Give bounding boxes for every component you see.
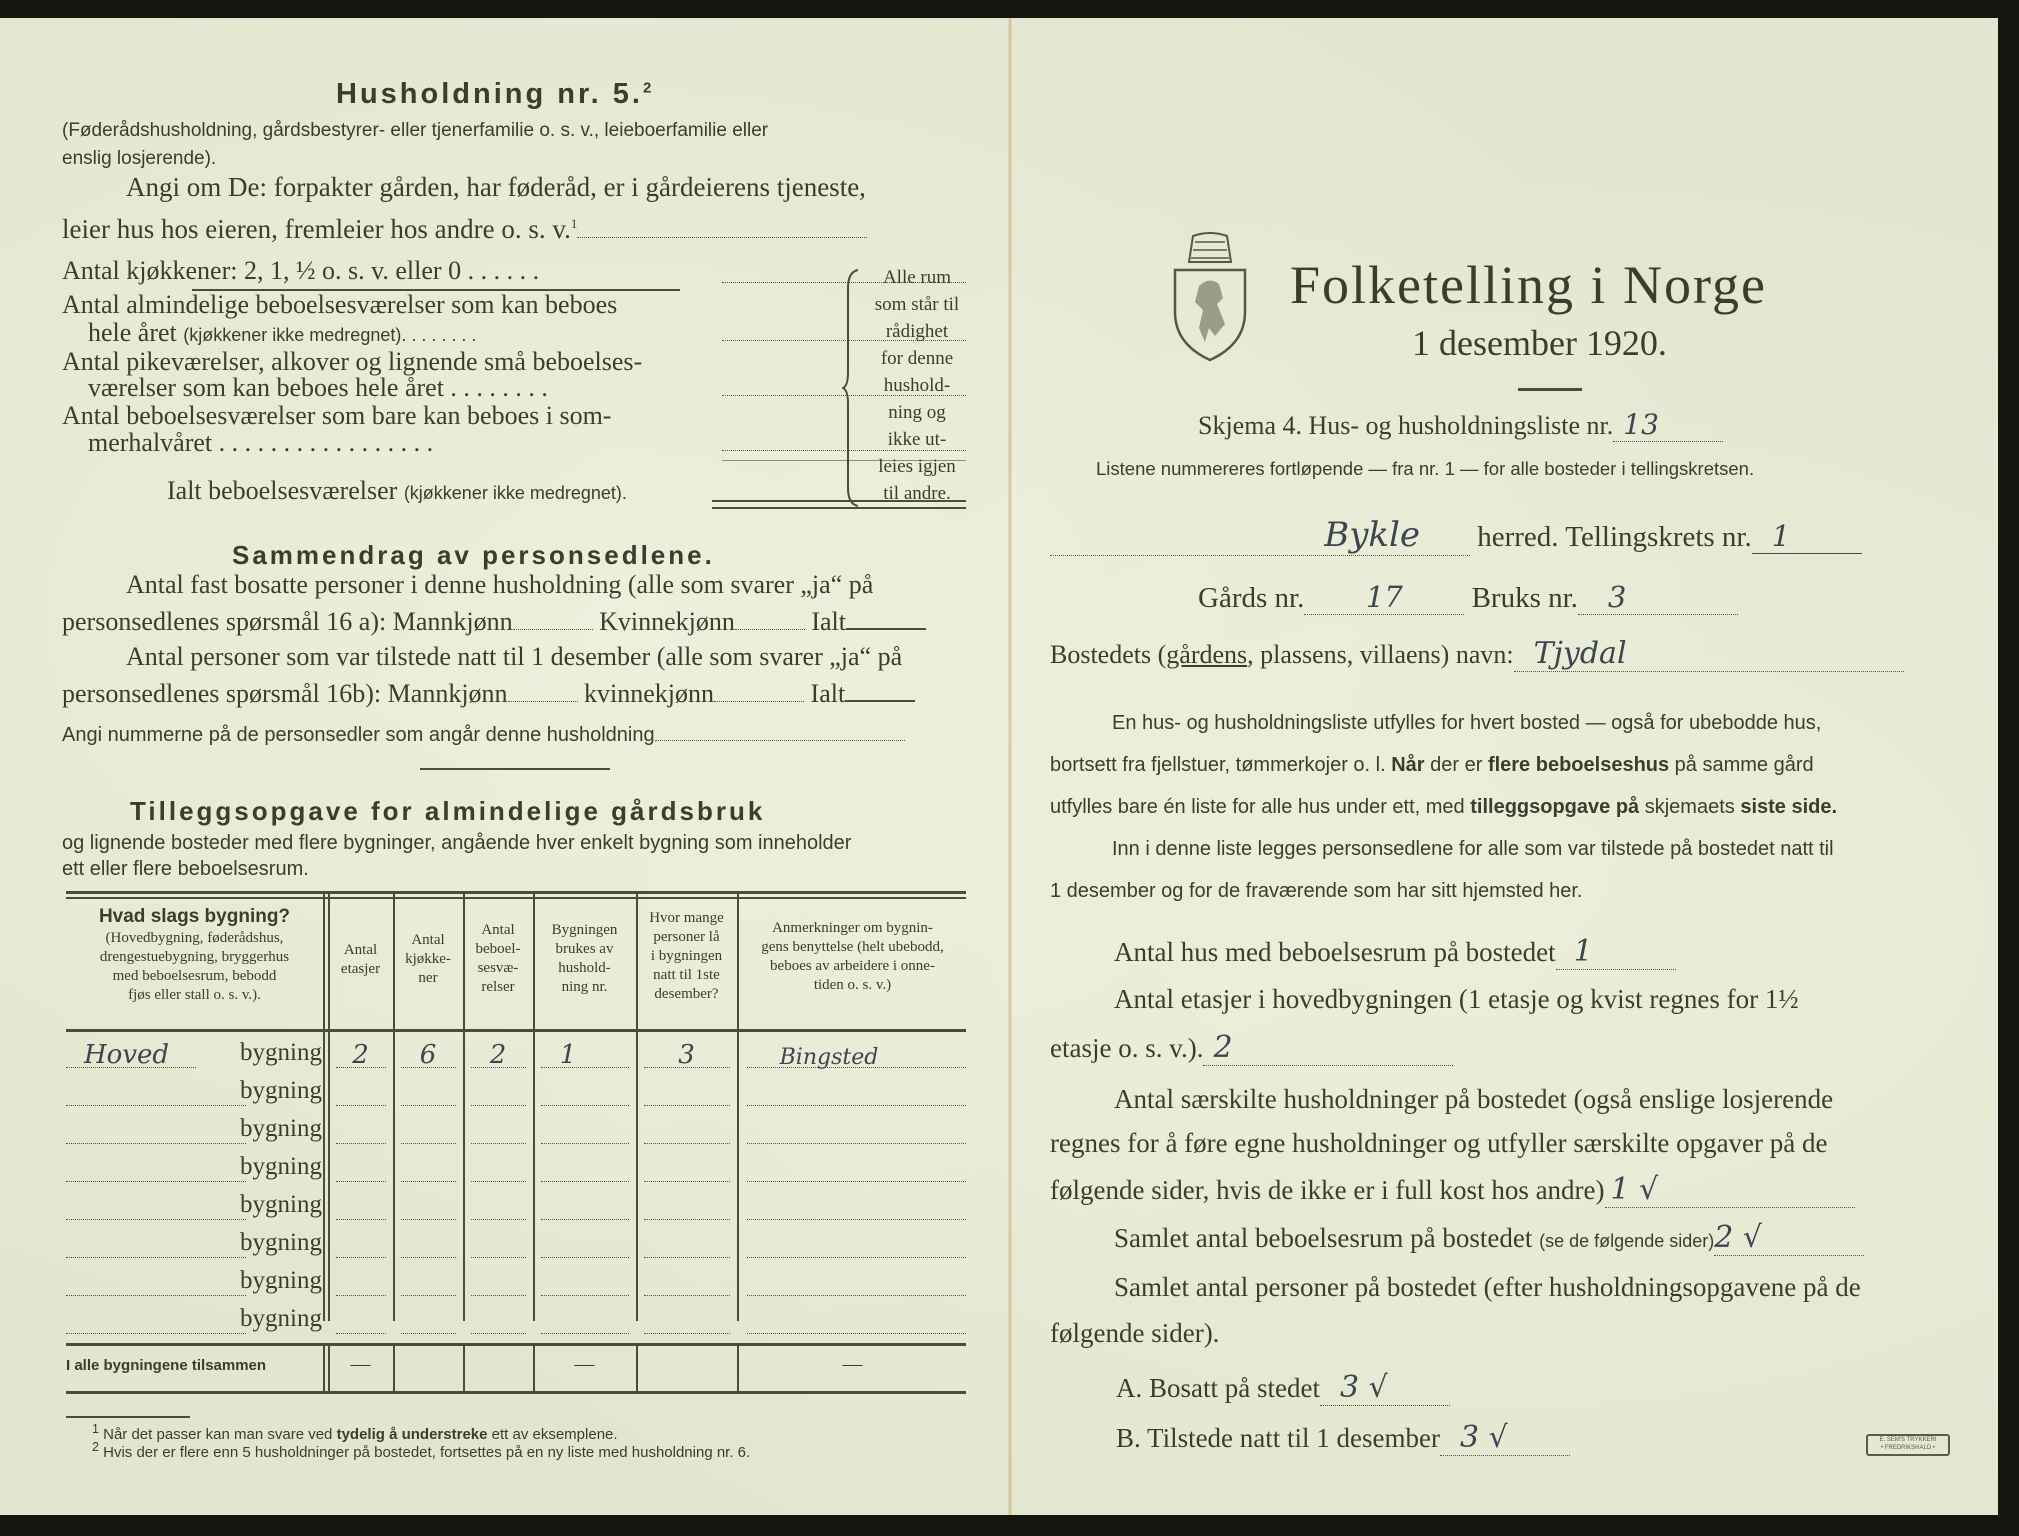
title-divider	[1518, 388, 1582, 391]
vaerelser-field[interactable]	[471, 1257, 526, 1258]
instruction-text: skjemaets	[1639, 796, 1741, 818]
anmerkning-field[interactable]	[747, 1143, 966, 1144]
table-row	[66, 1191, 966, 1228]
husholdninger-field[interactable]: 1 √	[1605, 1172, 1855, 1208]
bosatt-field[interactable]: 3 √	[1320, 1370, 1450, 1406]
kvinnekjonn-label: kvinnekjønn	[584, 679, 715, 708]
anmerkning-field[interactable]	[747, 1295, 966, 1296]
vaerelser-field[interactable]	[471, 1143, 526, 1144]
husholdning-field[interactable]	[541, 1105, 629, 1106]
table-top-rule-2	[66, 897, 966, 899]
col-header-vaerelser	[463, 921, 533, 997]
col-header-line: Antal	[343, 942, 378, 958]
footnote-text: Når det passer kan man svare ved	[103, 1426, 337, 1443]
table-row	[66, 1229, 966, 1266]
col-divider	[393, 1343, 395, 1391]
main-title: Folketelling i Norge	[1290, 255, 1767, 315]
personer-line-2: følgende sider).	[1050, 1318, 1220, 1348]
mannkjonn-label: personsedlenes spørsmål 16 a): Mannkjønn	[62, 607, 513, 636]
sommer-label-2: merhalvåret . . . . . . . . . . . . . . . . .	[88, 428, 434, 457]
bruks-label: Bruks nr.	[1471, 582, 1578, 614]
bosatt-line	[1116, 1370, 1450, 1406]
instruction-bold: Når	[1391, 754, 1425, 776]
col-header-line: ner	[418, 970, 438, 986]
instruction-text: utfylles bare én liste for alle hus under ett, med	[1050, 796, 1471, 818]
angi-nummerne	[62, 724, 905, 747]
row-label: bygning	[240, 1039, 322, 1066]
row-label: bygning	[240, 1077, 322, 1104]
personer-field[interactable]	[644, 1181, 730, 1182]
vaerelser-field[interactable]	[471, 1105, 526, 1106]
mannkjonn-label: personsedlenes spørsmål 16b): Mannkjønn	[62, 679, 508, 708]
angi-om-line-1: Angi om De: forpakter gården, har føderåd, er i gårdeierens tjeneste,	[126, 172, 866, 202]
sammendrag-p2-line1: Antal personer som var tilstede natt til 1 desember (alle som svarer „ja“ på	[126, 642, 903, 671]
col-header-anmerkninger	[739, 919, 966, 995]
section-divider	[420, 768, 610, 770]
col-header-kjokkener	[393, 931, 463, 988]
personer-line-1: Samlet antal personer på bostedet (efter husholdningsopgavene på de	[1114, 1272, 1861, 1302]
alm-label-1: Antal almindelige beboelsesværelser som kan beboes	[62, 290, 618, 319]
husholdning-field[interactable]	[541, 1181, 629, 1182]
row-label: bygning	[240, 1305, 322, 1332]
beboelsesrum-field[interactable]: 2 √	[1714, 1220, 1864, 1256]
col-header-line: (Hovedbygning, føderådshus,	[105, 930, 284, 946]
row-label: bygning	[240, 1229, 322, 1256]
brace-note-line: leies igjen	[878, 456, 956, 477]
instruction-text: der er	[1424, 754, 1488, 776]
header-bottom-rule	[66, 1029, 966, 1032]
table-row	[66, 1153, 966, 1190]
angi-om-line-2	[62, 214, 867, 245]
anmerkning-field[interactable]	[747, 1181, 966, 1182]
printer-stamp	[1866, 1434, 1950, 1456]
footnote-text: ett av eksemplene.	[487, 1426, 618, 1443]
gards-label: Gårds nr.	[1198, 582, 1305, 614]
col-header-husholdning	[533, 921, 636, 997]
total-anmerkning: —	[842, 1353, 863, 1375]
total-top-rule	[66, 1343, 966, 1346]
kjokkener-label: Antal kjøkkener: 2, 1, ½ o. s. v. eller 0 . . . . . .	[62, 256, 540, 285]
pike-label-2: værelser som kan beboes hele året . . . . . . . .	[88, 373, 548, 402]
bosted-line: Bostedets (gårdens, plassens, villaens) navn: Tjydal	[1050, 636, 1904, 672]
col-header-line: med beboelsesrum, bebodd	[112, 968, 277, 984]
page-fold	[1008, 18, 1012, 1515]
brace-note-line: hushold-	[883, 375, 951, 396]
col-divider	[636, 1343, 638, 1391]
etasjer-value[interactable]: 2	[352, 1040, 369, 1070]
col-divider	[323, 1343, 325, 1391]
printer-stamp-line: E. SEM'S TRYKKERI	[1879, 1437, 1937, 1443]
row-label: bygning	[240, 1115, 322, 1142]
col-header-line: Antal	[411, 932, 445, 948]
table-row	[66, 1077, 966, 1114]
husholdning-field[interactable]	[541, 1295, 629, 1296]
kjokkener-field[interactable]	[401, 1295, 456, 1296]
building-type-field[interactable]	[66, 1333, 246, 1334]
husholdning-field[interactable]	[541, 1333, 629, 1334]
kjokkener-field[interactable]	[401, 1181, 456, 1182]
total-husholdning: —	[574, 1353, 595, 1375]
household-heading-text: Husholdning nr. 5.	[336, 78, 643, 110]
kjokkener-field[interactable]	[401, 1219, 456, 1220]
instruction-2-line1: Inn i denne liste legges personsedlene for alle som var tilstede på bostedet natt til	[1112, 838, 1834, 860]
ialt-label	[167, 476, 627, 506]
vaerelser-field[interactable]	[471, 1295, 526, 1296]
etasjer-field[interactable]	[336, 1257, 386, 1258]
alm-text: hele året	[88, 318, 177, 347]
heading-footnote-mark: 2	[642, 79, 655, 97]
kvinnekjonn-label: Kvinnekjønn	[599, 607, 735, 636]
ialt-double-underline	[712, 507, 966, 509]
ialt-label: Ialt	[810, 679, 846, 708]
col-header-line: hushold-	[558, 960, 611, 976]
antal-hus-line	[1114, 934, 1676, 970]
brace-note-line: ning og	[888, 402, 946, 423]
col-header-line: gens benyttelse (helt ubebodd,	[761, 939, 944, 955]
husholdning-value[interactable]: 1	[559, 1040, 577, 1070]
col-header-line: Antal	[481, 922, 515, 938]
brace-icon	[842, 268, 862, 508]
etasjer-line-1: Antal etasjer i hovedbygningen (1 etasje og kvist regnes for 1½	[1114, 984, 1799, 1014]
kvinnekjonn-16a-field[interactable]	[735, 629, 805, 630]
instruction-1-line3	[1050, 796, 1837, 819]
col-header-line: fjøs eller stall o. s. v.).	[128, 987, 261, 1003]
col-header-line: brukes av	[555, 941, 614, 957]
gards-line	[1198, 580, 1738, 615]
instruction-1-line1: En hus- og husholdningsliste utfylles for hvert bosted — også for ubebodde hus,	[1112, 712, 1822, 734]
total-label: I alle bygningene tilsammen	[66, 1357, 267, 1374]
brace-note	[862, 264, 972, 507]
personer-value[interactable]: 3	[678, 1040, 695, 1070]
kjokkener-value[interactable]: 6	[419, 1040, 437, 1070]
instruction-bold: flere beboelseshus	[1487, 754, 1670, 776]
personer-field[interactable]	[644, 1333, 730, 1334]
kjokkener-field[interactable]	[401, 1257, 456, 1258]
angi-om-field[interactable]	[577, 237, 867, 238]
tillegg-sub-2: ett eller flere beboelsesrum.	[62, 858, 309, 880]
skjema-label: Skjema 4. Hus- og husholdningsliste nr.	[1198, 411, 1614, 440]
footnote-bold: tydelig å understreke	[336, 1426, 488, 1443]
husholdninger-line-2: regnes for å føre egne husholdninger og utfyller særskilte opgaver på de	[1050, 1128, 1828, 1158]
col-header-line: desember?	[654, 986, 719, 1002]
personer-field[interactable]	[644, 1105, 730, 1106]
alm-label-2	[88, 318, 476, 348]
beboelsesrum-note: (se de følgende sider)	[1539, 1231, 1715, 1251]
pike-label-1: Antal pikeværelser, alkover og lignende små beboelses-	[62, 347, 643, 376]
tilstede-field[interactable]: 3 √	[1440, 1420, 1570, 1456]
etasjer-label: etasje o. s. v.).	[1050, 1033, 1204, 1063]
anmerkning-field[interactable]	[747, 1105, 966, 1106]
personer-field[interactable]	[644, 1257, 730, 1258]
footnote-divider	[66, 1416, 190, 1418]
table-row	[66, 1115, 966, 1152]
ialt-text: Ialt beboelsesværelser	[167, 476, 398, 505]
beboelsesrum-label: Samlet antal beboelsesrum på bostedet	[1114, 1223, 1533, 1253]
col-header-type-title: Hvad slags bygning?	[98, 906, 291, 927]
col-divider	[463, 1343, 465, 1391]
col-header-line: ning nr.	[561, 979, 608, 995]
footnote-text: Hvis der er flere enn 5 husholdninger på bostedet, fortsettes på en ny liste med husholdning nr. 6.	[103, 1444, 751, 1461]
sammendrag-p1-line2	[62, 607, 926, 637]
instruction-1-line2	[1050, 754, 1814, 777]
table-row	[66, 1039, 966, 1076]
angi-om-text: leier hus hos eieren, fremleier hos andre o. s. v.	[62, 214, 571, 244]
kjokkener-field[interactable]	[401, 1143, 456, 1144]
col-header-line: kjøkke-	[405, 951, 451, 967]
col-header-line: Bygningen	[551, 922, 618, 938]
husholdning-field[interactable]	[541, 1143, 629, 1144]
ialt-16a-field[interactable]	[846, 628, 926, 630]
personer-field[interactable]	[644, 1295, 730, 1296]
table-top-rule	[66, 891, 966, 894]
instruction-text: bortsett fra fjellstuer, tømmerkojer o. l.	[1050, 754, 1392, 776]
footnote-number: 1	[92, 1422, 99, 1436]
vaerelser-value[interactable]: 2	[489, 1040, 507, 1070]
col-header-line: personer lå	[653, 929, 720, 945]
etasjer-field[interactable]	[336, 1105, 386, 1106]
brace-note-line: ikke ut-	[887, 429, 947, 450]
anmerkning-field[interactable]	[747, 1219, 966, 1220]
brace-note-line: som står til	[874, 294, 960, 315]
bruks-nr-field[interactable]: 3	[1578, 580, 1738, 615]
kjokkener-field[interactable]	[401, 1333, 456, 1334]
tilstede-line	[1116, 1420, 1570, 1456]
col-header-line: beboel-	[475, 941, 521, 957]
angi-nummerne-field[interactable]	[655, 740, 905, 741]
antal-hus-field[interactable]: 1	[1556, 934, 1676, 970]
footnote-number: 2	[92, 1440, 99, 1454]
col-header-line: tiden o. s. v.)	[813, 977, 892, 993]
printer-stamp-line: • FREDRIKSHALD •	[1881, 1445, 1935, 1451]
brace-note-line: Alle rum	[882, 267, 952, 288]
row-label: bygning	[240, 1153, 322, 1180]
listene-note: Listene nummereres fortløpende — fra nr. 1 — for alle bosteder i tellingskretsen.	[1096, 458, 1755, 479]
husholdning-field[interactable]	[541, 1257, 629, 1258]
total-bottom-rule	[66, 1391, 966, 1394]
row-label: bygning	[240, 1267, 322, 1294]
norwegian-coat-of-arms-icon	[1165, 232, 1255, 362]
instruction-bold: tilleggsopgave på	[1470, 796, 1640, 818]
kjokkener-field[interactable]	[401, 1105, 456, 1106]
instruction-bold: siste side.	[1740, 796, 1838, 818]
herred-field[interactable]: Bykle	[1050, 515, 1470, 556]
sammendrag-heading: Sammendrag av personsedlene.	[232, 540, 715, 570]
col-header-line: i bygningen	[650, 948, 723, 964]
mannkjonn-16a-field[interactable]	[513, 629, 593, 630]
building-type-field[interactable]	[66, 1295, 246, 1296]
table-row	[66, 1305, 966, 1342]
ialt-note: (kjøkkener ikke medregnet).	[403, 483, 627, 503]
personer-field[interactable]	[644, 1219, 730, 1220]
table-row	[66, 1267, 966, 1304]
husholdning-field[interactable]	[541, 1219, 629, 1220]
building-type-field[interactable]	[66, 1219, 246, 1220]
kvinnekjonn-16b-field[interactable]	[714, 701, 804, 702]
bosted-label: , plassens, villaens) navn:	[1247, 640, 1514, 669]
col-header-line: relser	[481, 979, 515, 995]
col-header-line: beboes av arbeidere i onne-	[770, 958, 935, 974]
col-header-line: sesvæ-	[477, 960, 519, 976]
vaerelser-field[interactable]	[471, 1181, 526, 1182]
census-date: 1 desember 1920.	[1412, 323, 1667, 363]
row-label: bygning	[240, 1191, 322, 1218]
bosted-underlined-option: gårdens	[1166, 640, 1248, 669]
tellingskrets-field[interactable]: 1	[1752, 519, 1862, 554]
household-heading	[336, 78, 654, 111]
building-type-field	[66, 1067, 196, 1068]
tellingskrets-label: Tellingskrets nr.	[1565, 521, 1752, 553]
husholdninger-label: følgende sider, hvis de ikke er i full kost hos andre)	[1050, 1175, 1605, 1205]
col-header-line: Hvor mange	[649, 910, 724, 926]
building-type-value[interactable]: Hoved	[84, 1040, 170, 1070]
household-subtitle-1: (Føderådshusholdning, gårdsbestyrer- eller tjenerfamilie o. s. v., leieboerfamilie eller	[62, 120, 769, 141]
tilstede-label: B. Tilstede natt til 1 desember	[1116, 1423, 1440, 1453]
col-header-line: natt til 1ste	[653, 967, 720, 983]
liste-nr-field[interactable]: 13	[1613, 408, 1723, 442]
etasjer-field[interactable]: 2	[1203, 1030, 1453, 1066]
tillegg-heading: Tilleggsopgave for almindelige gårdsbruk	[130, 796, 766, 826]
alm-note: (kjøkkener ikke medregnet). . . . . . . .	[183, 325, 477, 345]
col-header-line: Anmerkninger om bygnin-	[772, 920, 933, 936]
bosted-label: Bostedets	[1050, 640, 1158, 669]
etasjer-field[interactable]	[336, 1181, 386, 1182]
skjema-line	[1198, 408, 1723, 442]
gards-nr-field[interactable]: 17	[1304, 580, 1464, 615]
sammendrag-p1-line1: Antal fast bosatte personer i denne husholdning (alle som svarer „ja“ på	[126, 570, 874, 599]
footnote-2	[92, 1440, 750, 1461]
bosted-navn-field[interactable]: Tjydal	[1514, 636, 1904, 672]
antal-hus-label: Antal hus med beboelsesrum på bostedet	[1114, 937, 1556, 967]
etasjer-field[interactable]	[336, 1219, 386, 1220]
husholdninger-line-1: Antal særskilte husholdninger på bostedet (også enslige losjerende	[1114, 1084, 1834, 1114]
etasjer-line-2	[1050, 1030, 1453, 1066]
building-type-field[interactable]	[66, 1143, 246, 1144]
etasjer-field[interactable]	[336, 1333, 386, 1334]
household-subtitle-2: enslig losjerende).	[62, 148, 217, 169]
personer-field[interactable]	[644, 1143, 730, 1144]
brace-note-line: rådighet	[885, 321, 949, 342]
herred-label: herred.	[1477, 521, 1559, 553]
etasjer-field[interactable]	[336, 1295, 386, 1296]
instruction-text: på samme gård	[1669, 754, 1814, 776]
sammendrag-p2-line2	[62, 679, 915, 709]
mannkjonn-16b-field[interactable]	[508, 701, 578, 702]
col-header-line: etasjer	[340, 961, 381, 977]
brace-note-line: til andre.	[883, 483, 951, 504]
etasjer-field[interactable]	[336, 1143, 386, 1144]
vaerelser-field[interactable]	[471, 1333, 526, 1334]
col-header-type	[66, 905, 323, 1005]
ialt-16b-field[interactable]	[845, 700, 915, 702]
vaerelser-field[interactable]	[471, 1219, 526, 1220]
anmerkning-field[interactable]	[747, 1333, 966, 1334]
col-header-line: drengestuebygning, bryggerhus	[99, 949, 290, 965]
herred-line	[1050, 515, 1862, 556]
brace-note-line: for denne	[880, 348, 954, 369]
beboelsesrum-line	[1114, 1220, 1864, 1256]
ialt-label: Ialt	[811, 607, 847, 636]
angi-nummerne-text: Angi nummerne på de personsedler som angår denne husholdning	[62, 724, 655, 746]
building-type-field[interactable]	[66, 1181, 246, 1182]
husholdninger-line-3	[1050, 1172, 1855, 1208]
total-etasjer: —	[350, 1353, 371, 1375]
building-type-field[interactable]	[66, 1257, 246, 1258]
sommer-label-1: Antal beboelsesværelser som bare kan beboes i som-	[62, 401, 612, 430]
tillegg-sub-1: og lignende bosteder med flere bygninger, angående hver enkelt bygning som inneholder	[62, 832, 852, 854]
instruction-2-line2: 1 desember og for de fraværende som har sitt hjemsted her.	[1050, 880, 1583, 902]
anmerkning-field[interactable]	[747, 1257, 966, 1258]
col-header-personer	[636, 909, 737, 1004]
col-header-etasjer	[328, 941, 393, 979]
bosatt-label: A. Bosatt på stedet	[1116, 1373, 1320, 1403]
building-type-field[interactable]	[66, 1105, 246, 1106]
footnote-mark: 1	[570, 216, 578, 231]
anmerkning-value[interactable]: Bingsted	[779, 1045, 879, 1070]
